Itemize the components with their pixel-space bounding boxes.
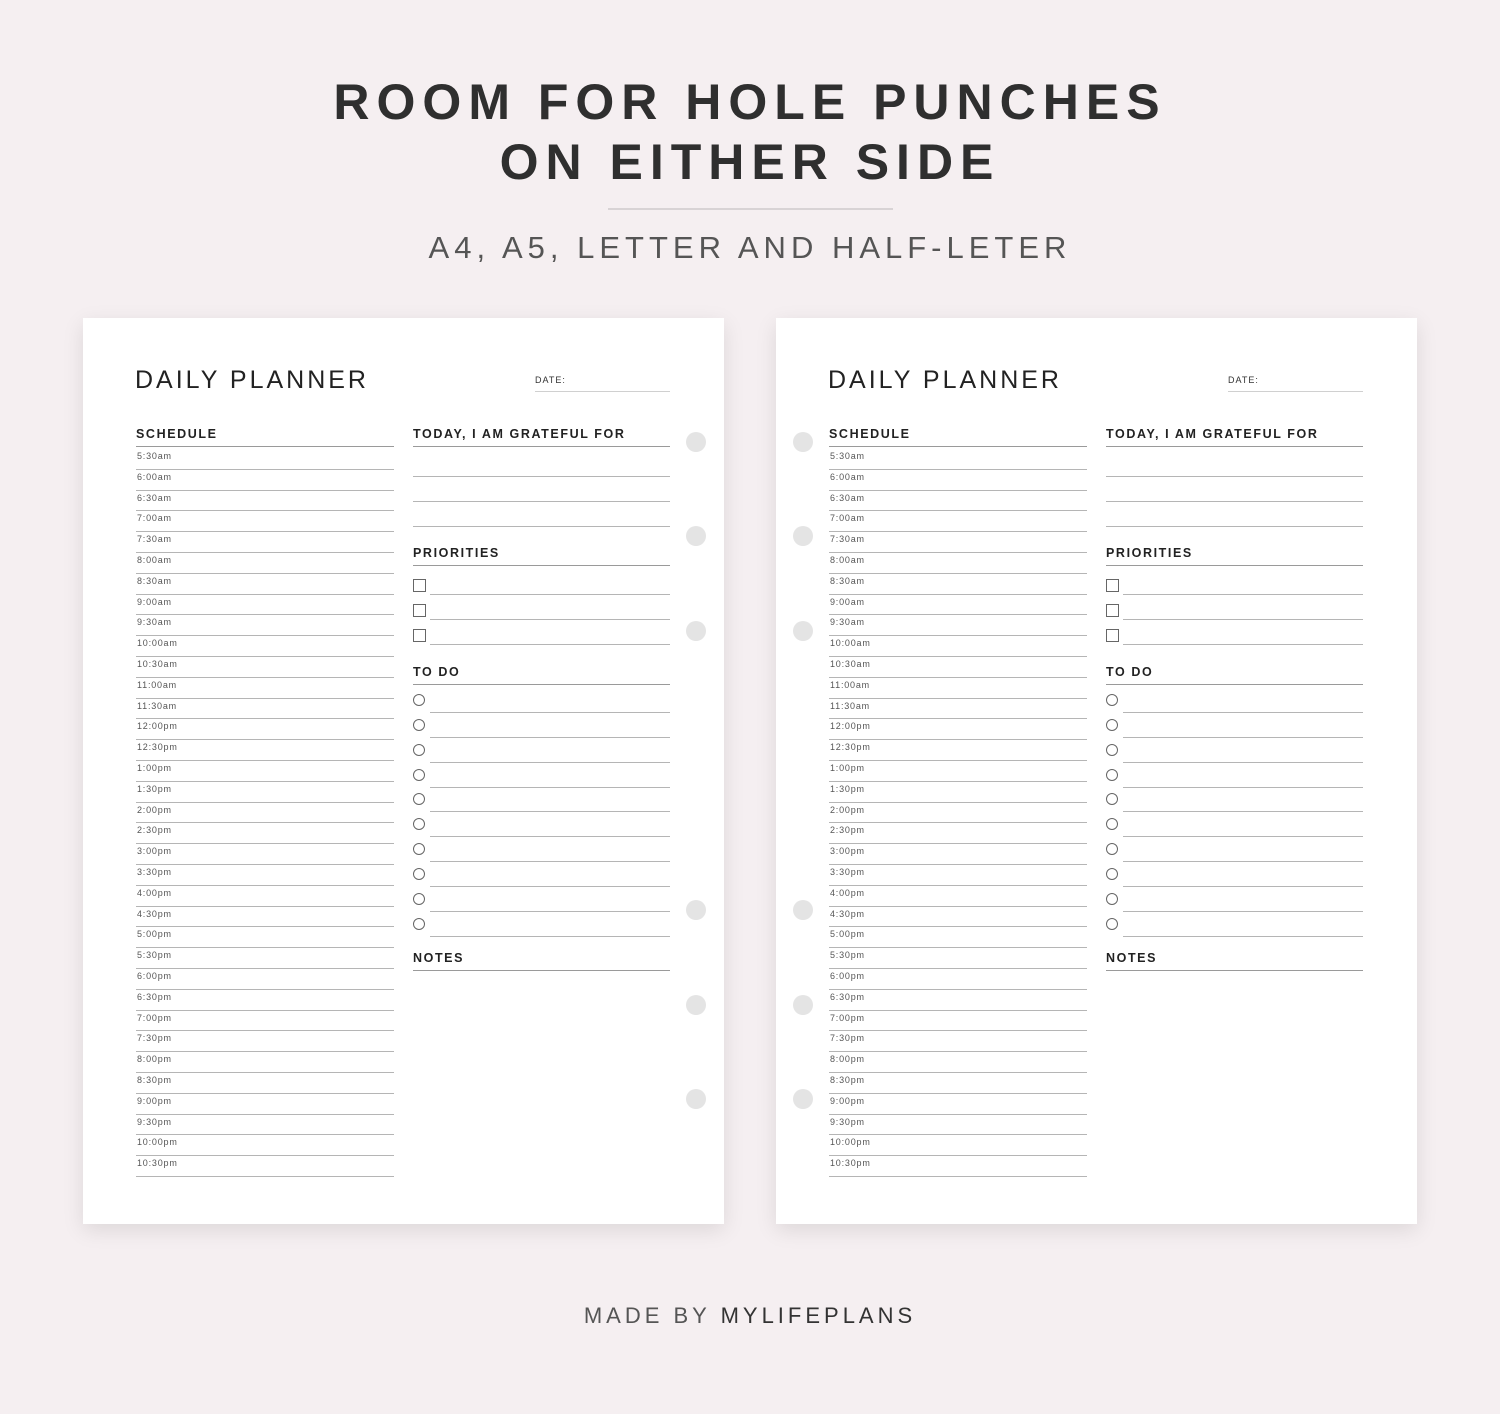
schedule-time-label: 6:30pm [830,991,865,1002]
hole-punch-icon [793,526,813,546]
schedule-row[interactable] [136,678,394,699]
schedule-time-label: 6:00pm [137,970,172,981]
schedule-time-label: 11:00am [137,679,177,690]
schedule-row[interactable] [829,865,1087,886]
schedule-row[interactable] [136,823,394,844]
todo-line [430,936,670,937]
priority-item[interactable] [413,620,670,645]
schedule-row[interactable] [136,719,394,740]
todo-line [1123,936,1363,937]
schedule-row[interactable] [829,532,1087,553]
schedule-time-label: 5:30pm [137,950,172,961]
schedule-row[interactable] [829,595,1087,616]
grateful-line[interactable] [1106,501,1363,502]
circle-checkbox-icon[interactable] [1106,769,1118,781]
hole-punch-icon [793,1089,813,1109]
schedule-time-label: 6:30am [830,492,865,503]
todo-item[interactable] [413,862,670,887]
todo-item[interactable] [1106,688,1363,713]
schedule-time-label: 3:00pm [830,846,865,857]
schedule-time-label: 12:30pm [137,742,178,753]
schedule-time-label: 12:00pm [137,721,178,732]
schedule-time-label: 1:00pm [830,762,865,773]
schedule-row[interactable] [136,532,394,553]
schedule-row[interactable] [136,595,394,616]
schedule-time-label: 6:00am [137,471,172,482]
schedule-time-label: 7:30am [830,534,865,545]
hole-punch-icon [686,526,706,546]
circle-checkbox-icon[interactable] [413,893,425,905]
schedule-row[interactable] [136,927,394,948]
planner-page-right [776,318,1417,1224]
schedule-row[interactable] [136,636,394,657]
hole-punch-icon [793,621,813,641]
circle-checkbox-icon[interactable] [413,744,425,756]
hole-punch-icon [686,900,706,920]
schedule-row[interactable] [136,990,394,1011]
schedule-time-label: 12:30pm [830,742,871,753]
todo-heading: TO DO [413,665,670,685]
schedule-row[interactable] [136,657,394,678]
schedule-row[interactable] [829,719,1087,740]
schedule-time-label: 3:30pm [137,866,172,877]
circle-checkbox-icon[interactable] [1106,918,1118,930]
schedule-row[interactable] [829,1094,1087,1115]
schedule-time-label: 5:30pm [830,950,865,961]
schedule-time-label: 11:30am [137,700,177,711]
todo-item[interactable] [413,812,670,837]
schedule-time-label: 10:00am [137,638,178,649]
schedule-row[interactable] [829,907,1087,928]
grateful-heading: TODAY, I AM GRATEFUL FOR [413,427,670,447]
priority-item[interactable] [1106,595,1363,620]
hole-punch-icon [686,432,706,452]
schedule-row[interactable] [829,636,1087,657]
schedule-time-label: 5:30am [137,451,172,461]
circle-checkbox-icon[interactable] [1106,744,1118,756]
hole-punch-icon [793,995,813,1015]
hole-punch-icon [793,432,813,452]
schedule-time-label: 8:00am [830,554,865,565]
schedule-time-label: 1:30pm [137,783,172,794]
schedule-time-label: 1:00pm [137,762,172,773]
schedule-row[interactable] [829,699,1087,720]
schedule-time-label: 8:30pm [137,1074,172,1085]
schedule-row[interactable] [136,511,394,532]
schedule-time-label: 8:00am [137,554,172,565]
schedule-row[interactable] [136,740,394,761]
schedule-time-label: 7:00pm [137,1012,172,1023]
schedule-time-label: 6:30pm [137,991,172,1002]
schedule-row[interactable] [136,1011,394,1032]
schedule-row[interactable] [829,574,1087,595]
schedule-row[interactable] [136,1135,394,1156]
schedule-row[interactable] [829,1115,1087,1136]
circle-checkbox-icon[interactable] [1106,818,1118,830]
hole-punch-icon [686,1089,706,1109]
schedule-row[interactable] [136,1115,394,1136]
checkbox-icon[interactable] [413,579,426,592]
schedule-row[interactable] [136,865,394,886]
todo-item[interactable] [1106,713,1363,738]
schedule-row[interactable] [829,511,1087,532]
schedule-time-label: 2:00pm [137,804,172,815]
schedule-row[interactable] [829,823,1087,844]
checkbox-icon[interactable] [1106,604,1119,617]
schedule-time-label: 12:00pm [830,721,871,732]
todo-item[interactable] [1106,787,1363,812]
schedule-time-label: 10:00am [830,638,871,649]
date-field[interactable]: DATE: [1228,375,1363,392]
schedule-time-label: 4:30pm [137,908,172,919]
schedule-row[interactable] [829,844,1087,865]
todo-item[interactable] [413,887,670,912]
todo-item[interactable] [413,713,670,738]
schedule-time-label: 2:30pm [830,825,865,836]
todo-item[interactable] [1106,862,1363,887]
schedule-time-label: 7:30am [137,534,172,545]
circle-checkbox-icon[interactable] [413,868,425,880]
schedule-row[interactable] [829,782,1087,803]
schedule-row[interactable] [136,1052,394,1073]
circle-checkbox-icon[interactable] [1106,893,1118,905]
schedule-row[interactable] [829,1135,1087,1156]
schedule-row[interactable] [136,615,394,636]
notes-heading: NOTES [413,951,670,971]
todo-item[interactable] [1106,887,1363,912]
circle-checkbox-icon[interactable] [413,843,425,855]
footer-brand: MYLIFEPLANS [720,1303,917,1328]
schedule-row[interactable] [829,678,1087,699]
schedule-row[interactable] [829,1052,1087,1073]
hole-punch-icon [686,995,706,1015]
todo-item[interactable] [1106,812,1363,837]
checkbox-icon[interactable] [1106,629,1119,642]
todo-item[interactable] [413,688,670,713]
schedule-row[interactable] [829,886,1087,907]
schedule-row[interactable] [136,1156,394,1177]
grateful-line[interactable] [1106,526,1363,527]
priorities-heading: PRIORITIES [413,546,670,566]
schedule-row[interactable] [829,969,1087,990]
schedule-row[interactable] [829,1156,1087,1177]
schedule-time-label: 1:30pm [830,783,865,794]
schedule-row[interactable] [829,1011,1087,1032]
schedule-row[interactable] [829,927,1087,948]
priorities-heading: PRIORITIES [1106,546,1363,566]
divider [608,208,893,210]
schedule-time-label: 10:30pm [830,1158,871,1169]
schedule-row[interactable] [829,615,1087,636]
schedule-time-label: 8:30am [137,575,172,586]
schedule-time-label: 7:30pm [830,1033,865,1044]
schedule-time-label: 7:00am [137,513,172,524]
grateful-line[interactable] [413,501,670,502]
schedule-time-label: 8:00pm [137,1054,172,1065]
schedule-time-label: 9:30pm [137,1116,172,1127]
schedule-row[interactable] [136,574,394,595]
priority-line [1123,644,1363,645]
schedule-time-label: 7:00pm [830,1012,865,1023]
schedule-time-label: 9:30am [830,617,865,628]
schedule-time-label: 6:00pm [830,970,865,981]
grateful-line[interactable] [413,526,670,527]
circle-checkbox-icon[interactable] [413,694,425,706]
schedule-time-label: 11:00am [830,679,870,690]
headline [0,72,1500,192]
schedule-row[interactable] [829,449,1087,470]
schedule-row[interactable] [136,886,394,907]
todo-item[interactable] [413,837,670,862]
todo-item[interactable] [413,763,670,788]
schedule-heading: SCHEDULE [136,427,394,447]
schedule-row[interactable] [829,553,1087,574]
todo-heading: TO DO [1106,665,1363,685]
schedule-time-label: 7:30pm [137,1033,172,1044]
priority-item[interactable] [413,595,670,620]
circle-checkbox-icon[interactable] [413,719,425,731]
schedule-time-label: 9:00am [137,596,172,607]
todo-item[interactable] [413,912,670,937]
schedule-row[interactable] [136,969,394,990]
schedule-time-label: 4:00pm [137,887,172,898]
notes-heading: NOTES [1106,951,1363,971]
todo-item[interactable] [1106,738,1363,763]
schedule-row[interactable] [829,491,1087,512]
schedule-row[interactable] [136,782,394,803]
schedule-row[interactable] [136,1094,394,1115]
schedule-time-label: 9:30am [137,617,172,628]
priority-item[interactable] [413,570,670,595]
footer-made-by: MADE BY [583,1303,711,1328]
schedule-time-label: 6:30am [137,492,172,503]
schedule-time-label: 6:00am [830,471,865,482]
schedule-row[interactable] [136,761,394,782]
schedule-time-label: 8:00pm [830,1054,865,1065]
schedule-row[interactable] [136,470,394,491]
grateful-heading: TODAY, I AM GRATEFUL FOR [1106,427,1363,447]
schedule-time-label: 5:30am [830,451,865,461]
schedule-time-label: 8:30am [830,575,865,586]
todo-item[interactable] [1106,912,1363,937]
priority-item[interactable] [1106,570,1363,595]
schedule-row[interactable] [136,803,394,824]
schedule-row[interactable] [136,699,394,720]
planner-title: DAILY PLANNER [828,366,1062,394]
schedule-time-label: 10:00pm [137,1137,178,1148]
hole-punch-icon [793,900,813,920]
circle-checkbox-icon[interactable] [1106,719,1118,731]
schedule-row[interactable] [829,803,1087,824]
circle-checkbox-icon[interactable] [1106,868,1118,880]
todo-item[interactable] [413,738,670,763]
schedule-row[interactable] [136,907,394,928]
checkbox-icon[interactable] [413,604,426,617]
schedule-time-label: 10:30am [137,658,178,669]
schedule-time-label: 4:00pm [830,887,865,898]
circle-checkbox-icon[interactable] [1106,793,1118,805]
planner-page-left [83,318,724,1224]
date-field[interactable]: DATE: [535,375,670,392]
schedule-time-label: 10:00pm [830,1137,871,1148]
schedule-time-label: 8:30pm [830,1074,865,1085]
schedule-time-label: 10:30pm [137,1158,178,1169]
priority-line [430,644,670,645]
schedule-time-label: 11:30am [830,700,870,711]
schedule-row[interactable] [829,470,1087,491]
schedule-time-label: 3:00pm [137,846,172,857]
schedule-row[interactable] [136,449,394,470]
subtitle: A4, A5, LETTER AND HALF-LETER [428,230,1072,265]
schedule-time-label: 9:00pm [137,1095,172,1106]
circle-checkbox-icon[interactable] [413,793,425,805]
schedule-time-label: 7:00am [830,513,865,524]
circle-checkbox-icon[interactable] [413,769,425,781]
schedule-time-label: 9:00pm [830,1095,865,1106]
todo-item[interactable] [413,787,670,812]
headline-line-1: ROOM FOR HOLE PUNCHES [333,74,1167,130]
hole-punch-icon [686,621,706,641]
schedule-row[interactable] [136,844,394,865]
schedule-row[interactable] [829,740,1087,761]
schedule-row[interactable] [829,990,1087,1011]
schedule-row[interactable] [829,761,1087,782]
priority-item[interactable] [1106,620,1363,645]
schedule-row[interactable] [136,1031,394,1052]
todo-item[interactable] [1106,763,1363,788]
grateful-line[interactable] [413,476,670,477]
schedule-time-label: 4:30pm [830,908,865,919]
circle-checkbox-icon[interactable] [1106,694,1118,706]
schedule-row[interactable] [136,948,394,969]
todo-item[interactable] [1106,837,1363,862]
schedule-row[interactable] [829,1031,1087,1052]
planner-title: DAILY PLANNER [135,366,369,394]
schedule-time-label: 2:30pm [137,825,172,836]
schedule-time-label: 5:00pm [137,929,172,940]
headline-line-2: ON EITHER SIDE [499,134,1001,190]
schedule-time-label: 9:30pm [830,1116,865,1127]
schedule-time-label: 5:00pm [830,929,865,940]
circle-checkbox-icon[interactable] [413,818,425,830]
schedule-time-label: 10:30am [830,658,871,669]
schedule-row[interactable] [136,553,394,574]
checkbox-icon[interactable] [413,629,426,642]
schedule-list [829,449,1087,1177]
grateful-line[interactable] [1106,476,1363,477]
schedule-time-label: 2:00pm [830,804,865,815]
schedule-time-label: 3:30pm [830,866,865,877]
schedule-row[interactable] [829,657,1087,678]
schedule-list [136,449,394,1177]
schedule-row[interactable] [829,1073,1087,1094]
schedule-row[interactable] [136,1073,394,1094]
checkbox-icon[interactable] [1106,579,1119,592]
schedule-row[interactable] [829,948,1087,969]
schedule-row[interactable] [136,491,394,512]
circle-checkbox-icon[interactable] [413,918,425,930]
schedule-heading: SCHEDULE [829,427,1087,447]
schedule-time-label: 9:00am [830,596,865,607]
footer [0,1303,1500,1329]
circle-checkbox-icon[interactable] [1106,843,1118,855]
